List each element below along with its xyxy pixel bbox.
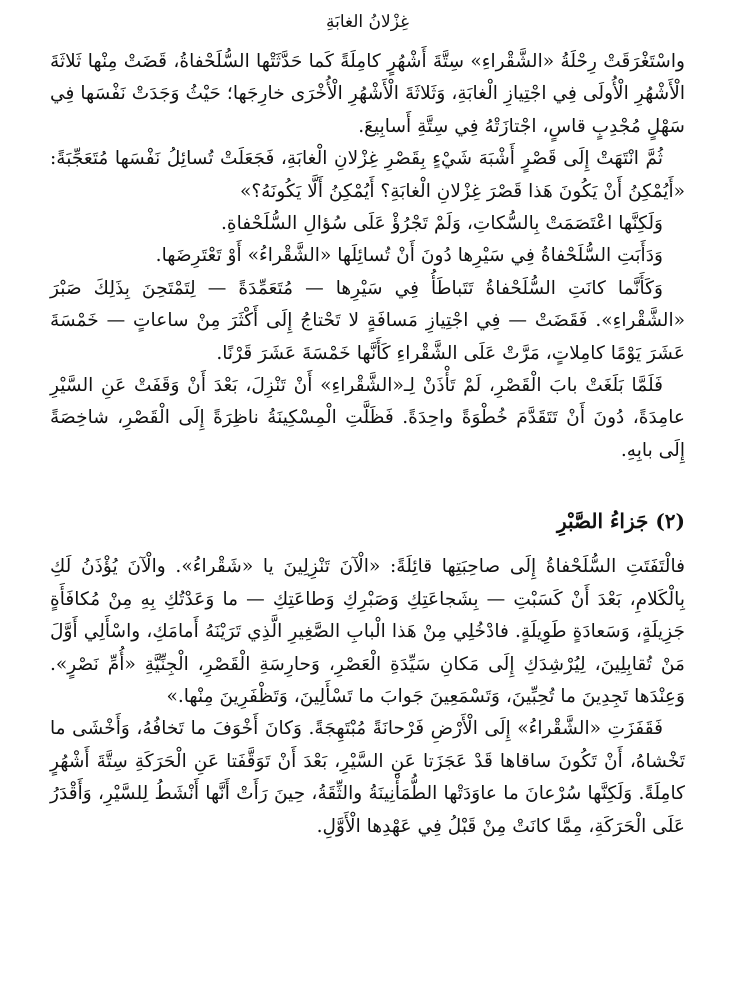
section-body-2 [50, 551, 685, 843]
section-heading: (٢) جَزاءُ الصَّبْرِ [556, 509, 685, 534]
section-spacer [50, 467, 685, 503]
paragraph: فَلَمَّا بَلَغَتْ بابَ الْقَصْرِ، لَمْ تَأْذَنْ لِـ«الشَّقْراءِ» أَنْ تَنْزِلَ، بَعْدَ أَنْ وَقَفَتْ عَنِ السَّيْرِ عامِدَةً، دُونَ أَنْ تَتَقَدَّمَ خُطْوَةً واحِدَةً. فَظَلَّتِ الْمِسْكِينَةُ ناظِرَةً إِلَى الْقَصْرِ، شاخِصَةً إِلَى بابِهِ. [50, 375, 685, 461]
paragraph: وَكَأَنَّما كانَتِ السُّلَحْفاةُ تَتَباطَأُ فِي سَيْرِها — مُتَعَمِّدَةً — لِتَمْتَحِنَ بِذَلِكَ صَبْرَ «الشَّقْراءِ». فَقَضَتْ — فِي اجْتِيازِ مَسافَةٍ لا تَحْتاجُ إِلَى أَكْثَرَ مِنْ ساعاتٍ — خَمْسَةَ عَشَرَ يَوْمًا كامِلاتٍ، مَرَّتْ عَلَى الشَّقْراءِ كَأَنَّها خَمْسَةَ عَشَرَ قَرْنًا. [50, 277, 685, 364]
paragraph: ثُمَّ انْتَهَتْ إِلَى قَصْرٍ أَشْبَهَ شَيْءٍ بِقَصْرِ غِزْلانِ الْغابَةِ، فَجَعَلَتْ تُسائِلُ نَفْسَها مُتَعَجِّبَةً: «أَيُمْكِنُ أَنْ يَكُونَ هَذا قَصْرَ غِزْلانِ الْغابَةِ؟ أَيُمْكِنُ أَلَّا يَكُونَهُ؟» [50, 148, 685, 202]
section-body-1 [50, 46, 685, 467]
paragraph: فَقَفَزَتِ «الشَّقْراءُ» إِلَى الْأَرْضِ فَرْحانَةً مُبْتَهِجَةً. وَكانَ أَخْوَفَ ما تَخافُهُ، وَأَخْشَى ما تَخْشاهُ، أَنْ تَكُونَ ساقاها قَدْ عَجَزَتا عَنِ السَّيْرِ، بَعْدَ أَنْ تَوَقَّفَتا عَنِ الْحَرَكَةِ سِتَّةَ أَشْهُرٍ كامِلَةً. وَلَكِنَّها سُرْعانَ ما عاوَدَتْها الطُّمَأْنِينَةُ والثِّقَةُ، حِينَ رَأَتْ أَنَّها أَنْشَطُ لِلسَّيْرِ، وَأَقْدَرُ عَلَى الْحَرَكَةِ، مِمَّا كانَتْ مِنْ قَبْلُ فِي عَهْدِها الْأَوَّلِ. [50, 718, 685, 837]
paragraph: واسْتَغْرَقَتْ رِحْلَةُ «الشَّقْراءِ» سِتَّةَ أَشْهُرٍ كامِلَةً كَما حَدَّثَتْها السُّلَحْفاةُ، قَضَتْ مِنْها ثَلاثَةَ الْأَشْهُرِ الْأُولَى فِي اجْتِيازِ الْغابَةِ، وَثَلاثَةَ الْأَشْهُرِ الْأُخْرَى خارِجَها؛ حَيْثُ وَجَدَتْ نَفْسَها فِي سَهْلٍ مُجْدِبٍ قاسٍ، اجْتازَتْهُ فِي سِتَّةِ أَسابِيعَ. [50, 51, 685, 137]
paragraph: فالْتَفَتَتِ السُّلَحْفاةُ إِلَى صاحِبَتِها قائِلَةً: «الْآنَ تَنْزِلِينَ يا «شَقْراءُ». والْآنَ يُؤْذَنُ لَكِ بِالْكَلامِ، بَعْدَ أَنْ كَسَبْتِ — بِشَجاعَتِكِ وَصَبْرِكِ وَطاعَتِكِ — ما وَعَدْتُكِ بِهِ مِنْ مُكافَأَةٍ جَزِيلَةٍ، وَسَعادَةٍ طَوِيلَةٍ. فادْخُلِي مِنْ هَذا الْبابِ الصَّغِيرِ الَّذِي تَرَيْنَهُ أَمامَكِ، واسْأَلِي أَوَّلَ مَنْ تُقابِلِينَ، لِيُرْشِدَكِ إِلَى مَكانِ سَيِّدَةِ الْعَصْرِ، وَحارِسَةِ الْقَصْرِ، الْجِنِّيَّةِ «أُمِّ نَصْرٍ». وَعِنْدَها تَجِدِينَ ما تُحِبِّينَ، وَتَسْمَعِينَ جَوابَ ما تَسْأَلِينَ، وَتَظْفَرِينَ مِنْها.» [50, 556, 685, 707]
paragraph: وَلَكِنَّها اعْتَصَمَتْ بِالسُّكاتِ، وَلَمْ تَجْرُؤْ عَلَى سُؤالِ السُّلَحْفاةِ. [220, 213, 663, 235]
paragraph: وَدَأَبَتِ السُّلَحْفاةُ فِي سَيْرِها دُونَ أَنْ تُسائِلَها «الشَّقْراءُ» أَوْ تَعْتَرِضَها. [155, 245, 663, 267]
running-title: غِزْلانُ الغابَةِ [326, 12, 409, 32]
